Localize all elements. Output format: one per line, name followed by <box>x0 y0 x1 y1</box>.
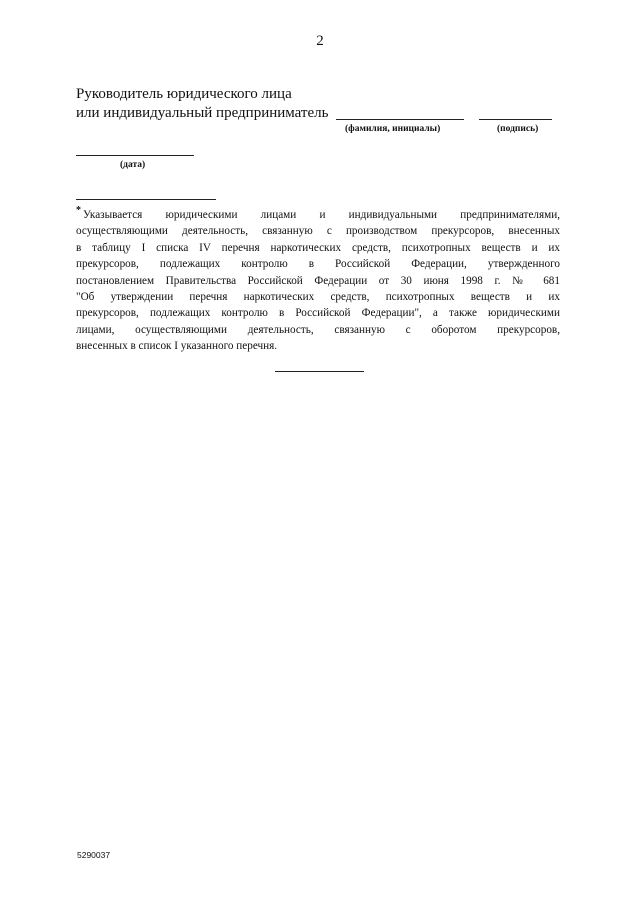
document-end-rule <box>275 371 364 372</box>
footnote-separator <box>76 199 216 200</box>
footnote-line: прекурсоров, подлежащих контролю в Российской Федерации", а также юридическими <box>76 307 560 320</box>
name-field-caption: (фамилия, инициалы) <box>345 124 441 134</box>
footnote-marker: * <box>76 205 81 217</box>
signature-field-line <box>479 119 552 120</box>
document-id: 5290037 <box>77 850 111 860</box>
header-line-2: или индивидуальный предприниматель <box>76 105 329 121</box>
date-field-caption: (дата) <box>120 160 146 170</box>
footnote-line: прекурсоров, подлежащих контролю в Российской Федерации, утвержденного <box>76 258 560 271</box>
footnote-line: лицами, осуществляющими деятельность, связанную с оборотом прекурсоров, <box>76 323 560 336</box>
footnote-line: постановлением Правительства Российской Федерации от 30 июня 1998 г. № 681 <box>76 274 560 287</box>
footnote-line: * Указывается юридическими лицами и индивидуальными предпринимателями, <box>76 205 560 221</box>
footnote-line: осуществляющими деятельность, связанную с производством прекурсоров, внесенных <box>76 225 560 238</box>
footnote-line: "Об утверждении перечня наркотических средств, психотропных веществ и их <box>76 291 560 304</box>
signature-field-caption: (подпись) <box>497 124 539 134</box>
name-field-line <box>336 119 464 120</box>
footnote-line: в таблицу I списка IV перечня наркотических средств, психотропных веществ и их <box>76 241 560 254</box>
date-field-line <box>76 155 194 156</box>
footnote <box>76 207 560 355</box>
header-line-1: Руководитель юридического лица <box>76 86 292 102</box>
footnote-line: внесенных в список I указанного перечня. <box>76 340 278 353</box>
page-number: 2 <box>316 33 324 49</box>
